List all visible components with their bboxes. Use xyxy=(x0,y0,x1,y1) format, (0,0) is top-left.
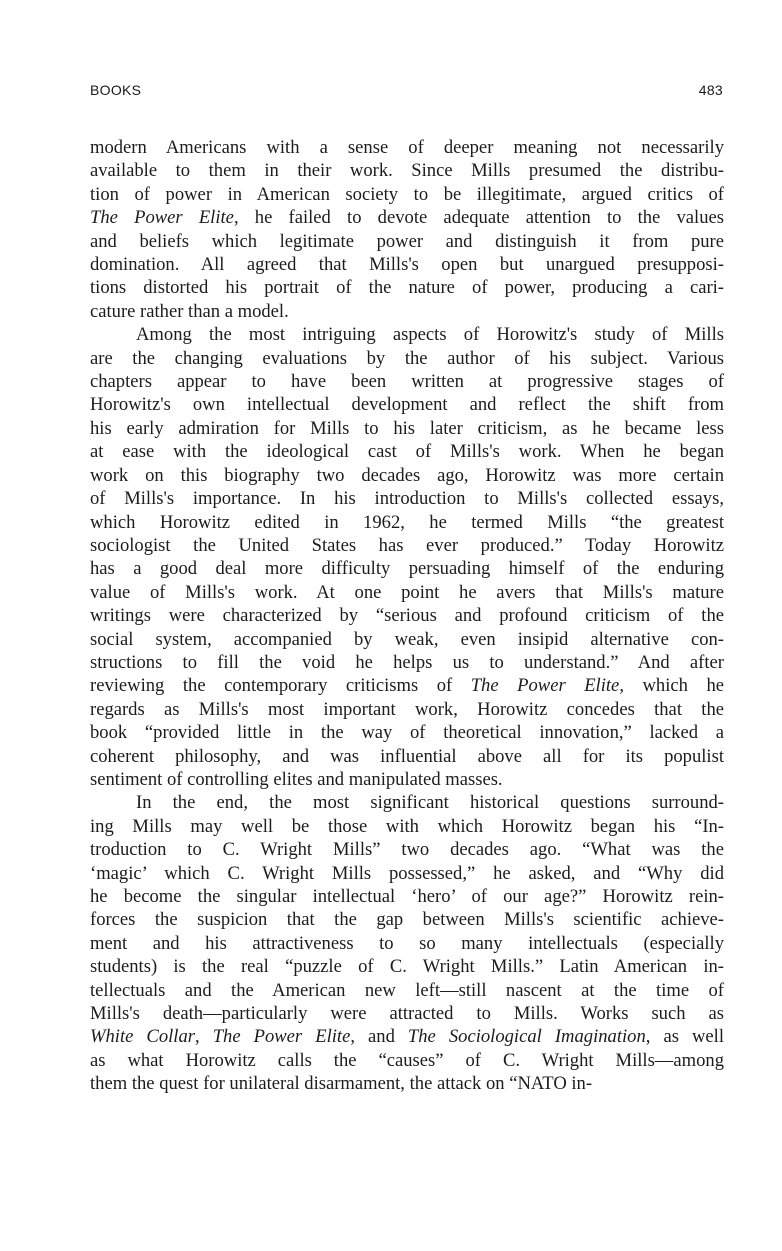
text-line xyxy=(90,862,724,885)
text-run: book “provided little in the way of theoretical innovation,” lacked a xyxy=(90,722,724,744)
text-run: , which he xyxy=(619,675,724,697)
text-run: social system, accompanied by weak, even insipid alternative con- xyxy=(90,628,724,650)
text-run: has a good deal more difficulty persuading himself of the enduring xyxy=(90,558,724,580)
text-line xyxy=(90,183,724,206)
paragraph xyxy=(90,323,724,791)
text-line xyxy=(90,628,724,651)
text-line xyxy=(90,253,724,276)
text-line xyxy=(90,721,724,744)
text-line xyxy=(90,300,724,323)
text-line xyxy=(90,932,724,955)
text-run: troduction to C. Wright Mills” two decades ago. “What was the xyxy=(90,839,724,861)
text-run: writings were characterized by “serious and profound criticism of the xyxy=(90,605,724,627)
text-run: he become the singular intellectual ‘hero’ of our age?” Horowitz rein- xyxy=(90,886,724,907)
text-run: his early admiration for Mills to his later criticism, as he became less xyxy=(90,417,724,439)
text-run: , and xyxy=(350,1026,408,1048)
text-line xyxy=(90,674,724,697)
text-line xyxy=(90,1002,724,1025)
italic-title: White Collar xyxy=(90,1026,195,1048)
text-run: students) is the real “puzzle of C. Wright Mills.” Latin American in- xyxy=(90,956,724,978)
text-line xyxy=(90,393,724,416)
text-line xyxy=(90,885,724,908)
text-line xyxy=(90,323,724,346)
text-run: them the quest for unilateral disarmament, the attack on “NATO in- xyxy=(90,1073,593,1095)
text-line xyxy=(90,347,724,370)
text-run: sentiment of controlling elites and manipulated masses. xyxy=(90,768,503,790)
text-line xyxy=(90,1049,724,1072)
text-line xyxy=(90,698,724,721)
running-head xyxy=(90,82,723,102)
text-line xyxy=(90,651,724,674)
text-line xyxy=(90,815,724,838)
body-text xyxy=(90,136,724,1096)
text-run: , xyxy=(194,1026,213,1048)
italic-title: The Power Elite xyxy=(212,1026,351,1048)
text-line xyxy=(90,370,724,393)
text-run: Among the most intriguing aspects of Horowitz's study of Mills xyxy=(136,324,724,346)
text-run: Mills's death—particularly were attracted to Mills. Works such as xyxy=(90,1003,724,1025)
text-run: available to them in their work. Since Mills presumed the distribu- xyxy=(90,160,724,182)
text-run: sociologist the United States has ever produced.” Today Horowitz xyxy=(90,534,724,556)
text-run: as what Horowitz calls the “causes” of C. Wright Mills—among xyxy=(90,1049,724,1071)
text-run: structions to fill the void he helps us to understand.” And after xyxy=(90,651,724,673)
text-line xyxy=(90,464,724,487)
text-run: regards as Mills's most important work, Horowitz concedes that the xyxy=(90,698,724,720)
text-run: coherent philosophy, and was influential above all for its populist xyxy=(90,745,724,767)
text-run: tellectuals and the American new left—still nascent at the time of xyxy=(90,979,724,1001)
text-line xyxy=(90,417,724,440)
page-number: 483 xyxy=(698,82,723,98)
text-line xyxy=(90,1025,724,1048)
text-run: , as well xyxy=(645,1026,725,1048)
paragraph xyxy=(90,791,724,1095)
text-run: of Mills's importance. In his introduction to Mills's collected essays, xyxy=(90,488,724,510)
text-run: work on this biography two decades ago, Horowitz was more certain xyxy=(90,464,724,486)
text-run: at ease with the ideological cast of Mills's work. When he began xyxy=(90,441,724,463)
text-run: ment and his attractiveness to so many intellectuals (especially xyxy=(90,932,724,954)
text-run: value of Mills's work. At one point he avers that Mills's mature xyxy=(90,581,724,603)
text-run: , he failed to devote adequate attention to the values xyxy=(233,207,725,229)
section-title: BOOKS xyxy=(90,82,142,98)
text-run: and beliefs which legitimate power and distinguish it from pure xyxy=(90,230,724,252)
text-run: cature rather than a model. xyxy=(90,300,289,322)
text-line xyxy=(90,557,724,580)
text-run: modern Americans with a sense of deeper meaning not necessarily xyxy=(90,137,724,158)
text-run: ‘magic’ which C. Wright Mills possessed,” he asked, and “Why did xyxy=(90,862,724,884)
text-line xyxy=(90,955,724,978)
text-line xyxy=(90,979,724,1002)
text-line xyxy=(90,768,724,791)
text-line xyxy=(90,487,724,510)
text-line xyxy=(90,908,724,931)
text-run: tions distorted his portrait of the nature of power, producing a cari- xyxy=(90,277,724,299)
text-line xyxy=(90,230,724,253)
text-run: Horowitz's own intellectual development and reflect the shift from xyxy=(90,394,724,416)
text-run: which Horowitz edited in 1962, he termed Mills “the greatest xyxy=(90,511,724,533)
text-line xyxy=(90,136,724,159)
italic-title: The Power Elite xyxy=(470,675,620,697)
text-line xyxy=(90,276,724,299)
text-run: are the changing evaluations by the author of his subject. Various xyxy=(90,347,724,369)
paragraph xyxy=(90,136,724,323)
text-line xyxy=(90,206,724,229)
text-run: In the end, the most significant historical questions surround- xyxy=(136,792,724,814)
text-line xyxy=(90,1072,724,1095)
text-line xyxy=(90,581,724,604)
text-line xyxy=(90,791,724,814)
text-line xyxy=(90,511,724,534)
text-run: forces the suspicion that the gap between Mills's scientific achieve- xyxy=(90,909,724,931)
text-line xyxy=(90,159,724,182)
text-run: tion of power in American society to be illegitimate, argued critics of xyxy=(90,183,724,205)
text-run: ing Mills may well be those with which Horowitz began his “In- xyxy=(90,815,724,837)
italic-title: The Sociological Imagination xyxy=(407,1026,646,1048)
italic-title: The Power Elite xyxy=(90,207,234,229)
text-line xyxy=(90,440,724,463)
text-line xyxy=(90,838,724,861)
text-line xyxy=(90,604,724,627)
text-run: domination. All agreed that Mills's open but unargued presupposi- xyxy=(90,254,724,276)
text-line xyxy=(90,534,724,557)
text-run: chapters appear to have been written at progressive stages of xyxy=(90,371,724,393)
text-run: reviewing the contemporary criticisms of xyxy=(90,675,471,697)
text-line xyxy=(90,745,724,768)
